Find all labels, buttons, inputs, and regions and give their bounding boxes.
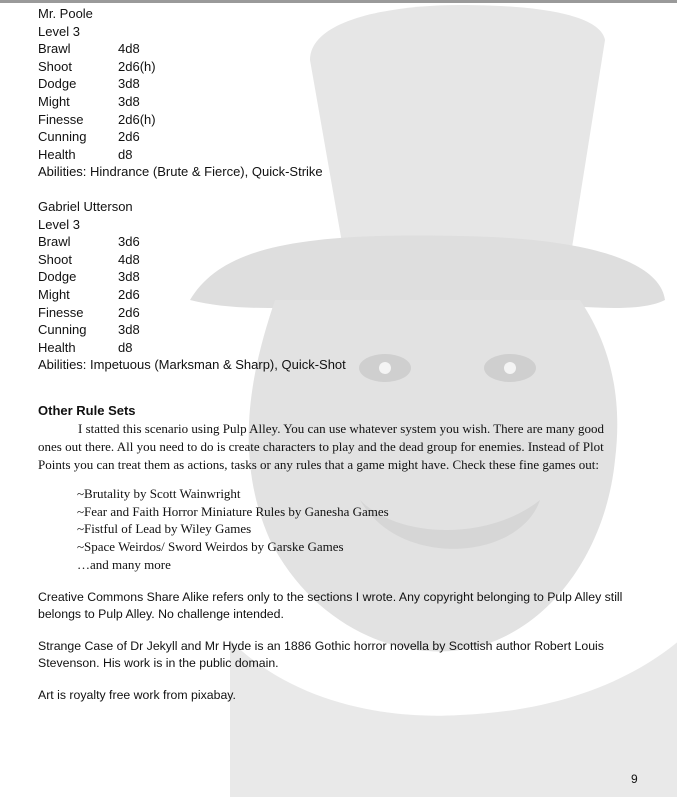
stat-label: Health <box>38 339 76 355</box>
stat-label: Health <box>38 146 76 162</box>
stat-row <box>38 40 638 58</box>
game-list <box>77 485 638 574</box>
art-credit-note: Art is royalty free work from pixabay. <box>38 687 236 702</box>
stat-row <box>38 75 638 93</box>
list-item: ~Fistful of Lead by Wiley Games <box>77 521 252 537</box>
stat-row <box>38 304 638 322</box>
stat-label: Finesse <box>38 304 84 320</box>
section-body: I statted this scenario using Pulp Alley. You can use whatever system you wish. There are many good ones out there. All you need to do is create characters to play and the dead group for enemies. Instead of Plot Points you can treat them as actions, tasks or any rules that a game might have. Check these fine games out: <box>38 420 605 472</box>
stat-label: Shoot <box>38 58 72 74</box>
stat-row <box>38 128 638 146</box>
stat-value: 2d6 <box>118 304 140 320</box>
character-utterson <box>38 198 638 374</box>
section-heading: Other Rule Sets <box>38 402 136 418</box>
stat-row <box>38 93 638 111</box>
stat-label: Brawl <box>38 41 71 57</box>
character-name: Gabriel Utterson <box>38 198 133 214</box>
stat-value: 3d8 <box>118 93 140 109</box>
stat-label: Might <box>38 93 70 109</box>
character-poole <box>38 5 638 181</box>
stat-value: 3d8 <box>118 322 140 338</box>
stat-label: Dodge <box>38 76 77 92</box>
character-level: Level 3 <box>38 216 80 232</box>
stat-label: Finesse <box>38 111 84 127</box>
list-item: …and many more <box>77 557 171 573</box>
stat-row <box>38 268 638 286</box>
stat-label: Shoot <box>38 251 72 267</box>
list-item: ~Fear and Faith Horror Miniature Rules by Ganesha Games <box>77 503 389 519</box>
stat-label: Brawl <box>38 234 71 250</box>
character-name: Mr. Poole <box>38 6 93 21</box>
stat-value: 4d8 <box>118 41 140 57</box>
stat-row <box>38 233 638 251</box>
list-item: ~Space Weirdos/ Sword Weirdos by Garske Games <box>77 539 344 555</box>
stat-value: 2d6(h) <box>118 58 156 74</box>
stat-label: Cunning <box>38 322 87 338</box>
source-note: Strange Case of Dr Jekyll and Mr Hyde is an 1886 Gothic horror novella by Scottish author Robert Louis Stevenson. His work is in the public domain. <box>38 638 604 670</box>
stat-row <box>38 146 638 164</box>
character-abilities: Abilities: Hindrance (Brute & Fierce), Quick-Strike <box>38 164 323 180</box>
stat-value: d8 <box>118 146 133 162</box>
stat-label: Dodge <box>38 269 77 285</box>
stat-row <box>38 286 638 304</box>
stat-row <box>38 251 638 269</box>
stat-value: 3d8 <box>118 269 140 285</box>
stat-row <box>38 321 638 339</box>
stat-value: 3d6 <box>118 234 140 250</box>
stat-value: d8 <box>118 339 133 355</box>
license-note: Creative Commons Share Alike refers only to the sections I wrote. Any copyright belonging to Pulp Alley still belongs to Pulp Alley. No challenge intended. <box>38 589 623 621</box>
stat-value: 2d6 <box>118 129 140 145</box>
page-number: 9 <box>631 772 638 786</box>
stat-label: Might <box>38 286 70 302</box>
other-rule-sets-section <box>38 402 638 574</box>
stat-value: 2d6(h) <box>118 111 156 127</box>
character-abilities: Abilities: Impetuous (Marksman & Sharp), Quick-Shot <box>38 357 346 373</box>
list-item: ~Brutality by Scott Wainwright <box>77 485 241 501</box>
stat-value: 3d8 <box>118 76 140 92</box>
stat-row <box>38 58 638 76</box>
stat-value: 2d6 <box>118 286 140 302</box>
stat-row <box>38 339 638 357</box>
stat-label: Cunning <box>38 129 87 145</box>
stat-row <box>38 111 638 129</box>
stat-value: 4d8 <box>118 251 140 267</box>
character-level: Level 3 <box>38 23 80 39</box>
